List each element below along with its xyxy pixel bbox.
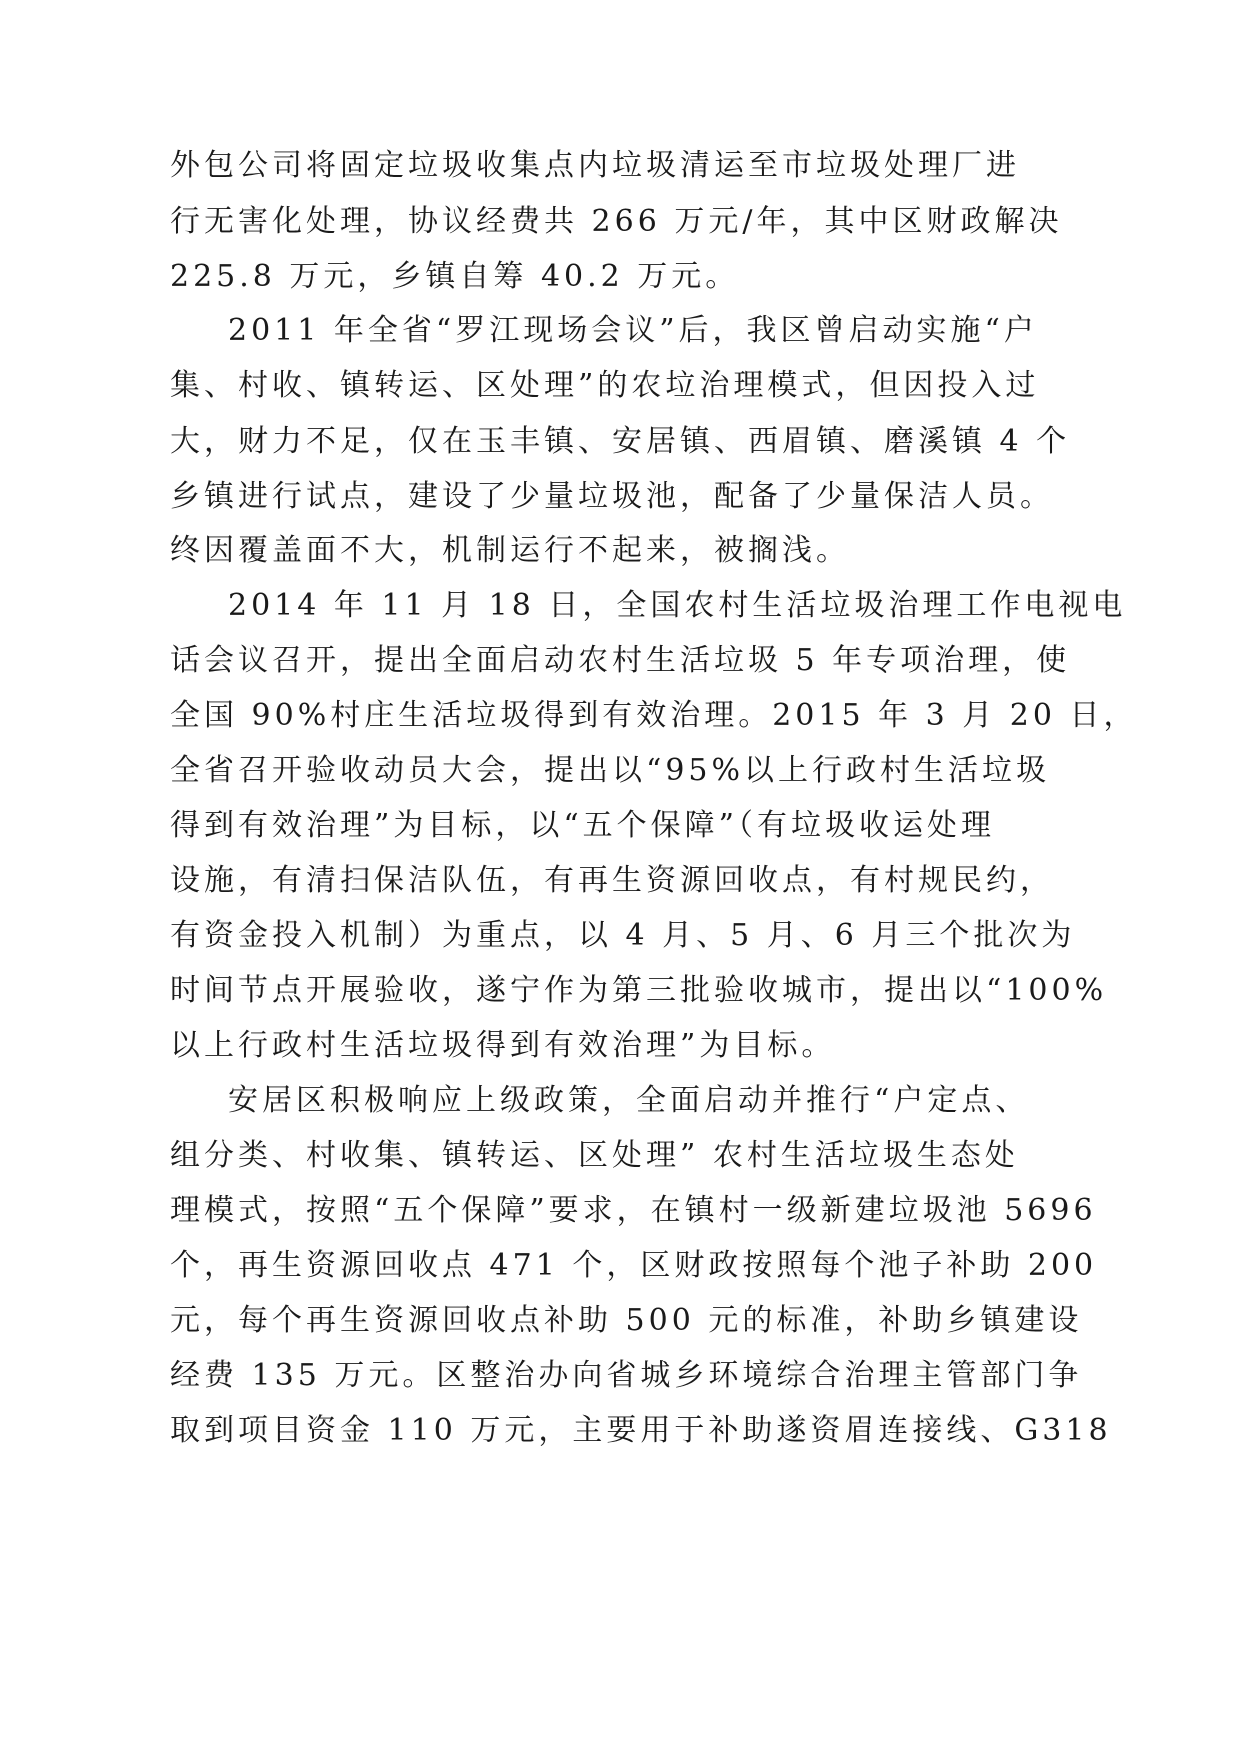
text-line-11: 全国 90%村庄生活垃圾得到有效治理。2015 年 3 月 20 日，	[170, 698, 1138, 733]
text-line-16: 时间节点开展验收，遂宁作为第三批验收城市，提出以“100%	[170, 973, 1108, 1008]
text-line-1: 外包公司将固定垃圾收集点内垃圾清运至市垃圾处理厂进	[170, 148, 1020, 183]
text-line-2: 行无害化处理，协议经费共 266 万元/年，其中区财政解决	[170, 204, 1063, 239]
text-line-24: 取到项目资金 110 万元，主要用于补助遂资眉连接线、G318	[170, 1413, 1112, 1448]
text-line-6: 大，财力不足，仅在玉丰镇、安居镇、西眉镇、磨溪镇 4 个	[170, 424, 1071, 459]
text-line-8: 终因覆盖面不大，机制运行不起来，被搁浅。	[170, 533, 850, 568]
text-line-3: 225.8 万元，乡镇自筹 40.2 万元。	[170, 259, 740, 294]
text-line-22: 元，每个再生资源回收点补助 500 元的标准，补助乡镇建设	[170, 1303, 1083, 1338]
text-line-17: 以上行政村生活垃圾得到有效治理”为目标。	[170, 1028, 836, 1063]
text-line-5: 集、村收、镇转运、区处理”的农垃治理模式，但因投入过	[170, 368, 1040, 403]
text-line-14: 设施，有清扫保洁队伍，有再生资源回收点，有村规民约，	[170, 863, 1054, 898]
text-line-20: 理模式，按照“五个保障”要求，在镇村一级新建垃圾池 5696	[170, 1193, 1097, 1228]
text-line-10: 话会议召开，提出全面启动农村生活垃圾 5 年专项治理，使	[170, 643, 1071, 678]
text-line-7: 乡镇进行试点，建设了少量垃圾池，配备了少量保洁人员。	[170, 479, 1054, 514]
text-line-15: 有资金投入机制）为重点，以 4 月、5 月、6 月三个批次为	[170, 918, 1076, 953]
text-line-12: 全省召开验收动员大会，提出以“95%以上行政村生活垃圾	[170, 753, 1051, 788]
text-line-21: 个，再生资源回收点 471 个，区财政按照每个池子补助 200	[170, 1248, 1098, 1283]
text-line-18: 安居区积极响应上级政策，全面启动并推行“户定点、	[228, 1083, 1030, 1118]
text-line-23: 经费 135 万元。区整治办向省城乡环境综合治理主管部门争	[170, 1358, 1083, 1393]
text-line-4: 2011 年全省“罗江现场会议”后，我区曾启动实施“户	[228, 313, 1038, 348]
text-line-19: 组分类、村收集、镇转运、区处理” 农村生活垃圾生态处	[170, 1138, 1019, 1173]
text-line-13: 得到有效治理”为目标，以“五个保障”（有垃圾收运处理	[170, 808, 996, 843]
text-line-9: 2014 年 11 月 18 日，全国农村生活垃圾治理工作电视电	[228, 588, 1127, 623]
